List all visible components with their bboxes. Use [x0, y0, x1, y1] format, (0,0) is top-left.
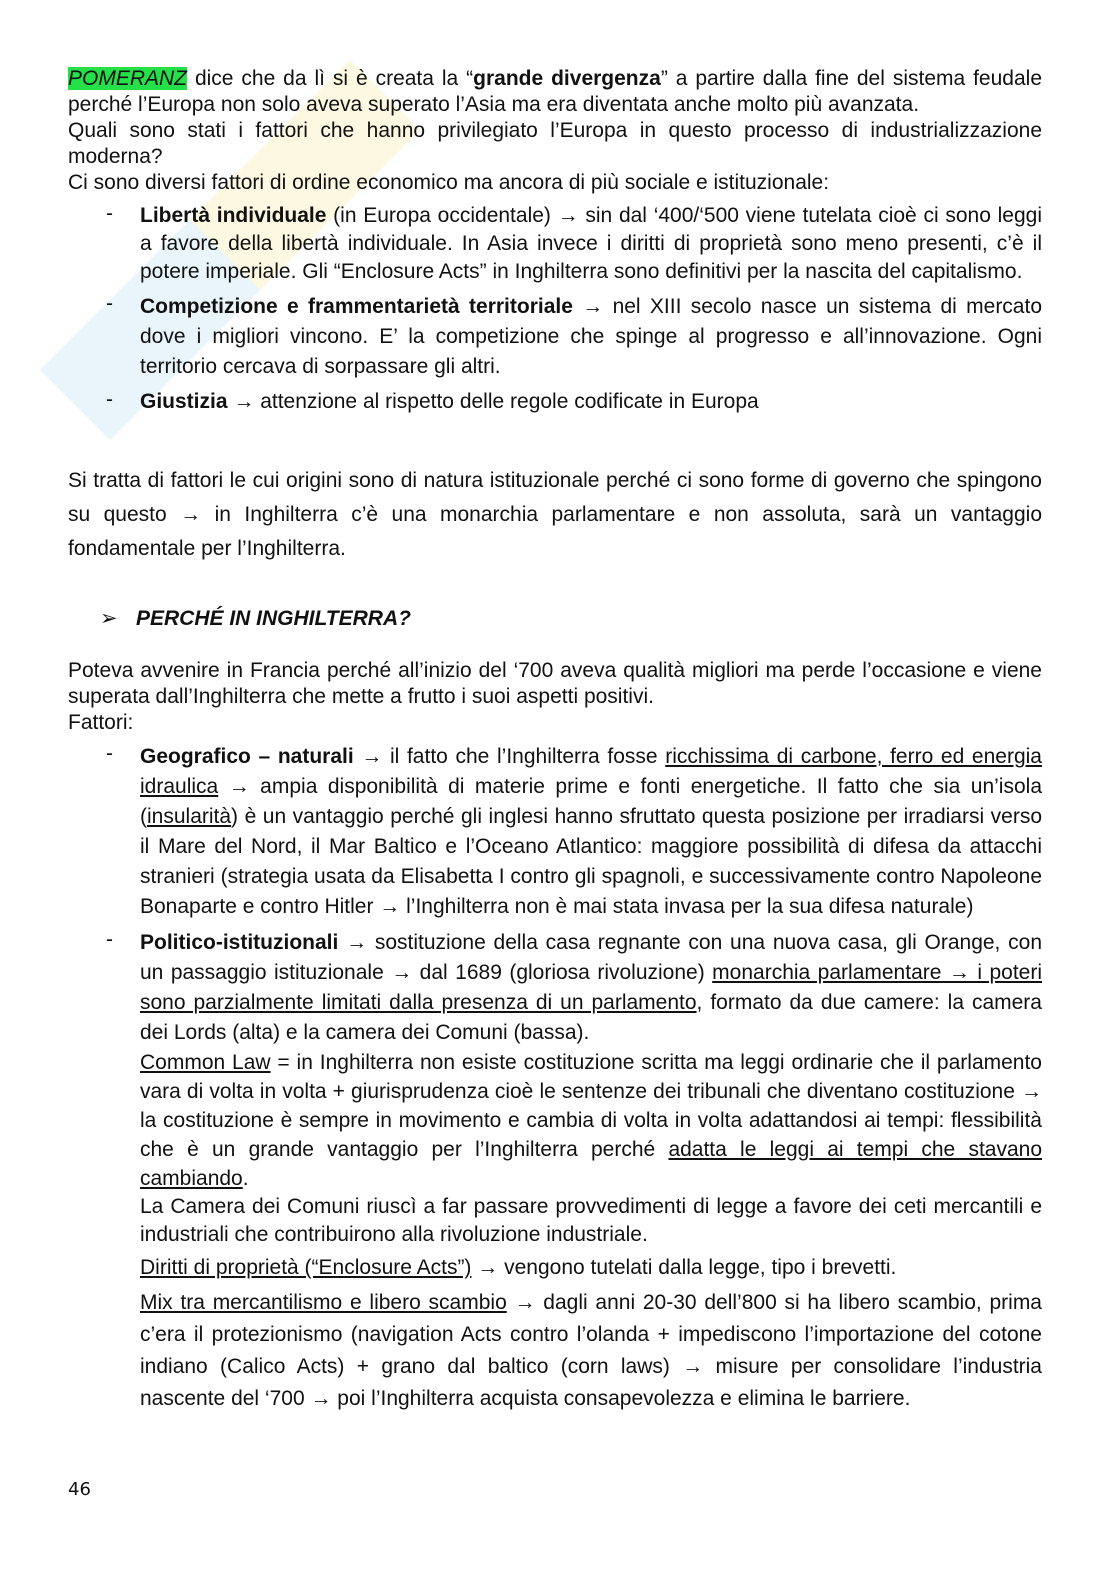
intro-block	[68, 66, 1042, 196]
page-number: 46	[68, 1479, 91, 1500]
conclusion-block	[68, 464, 1042, 566]
list-item: - Politico-istituzionali → sostituzione della casa regnante con una nuova casa, gli Orange, con un passaggio istituzionale → dal 1689 (gloriosa rivoluzione) monarchia parlamentare → i poteri sono parzialmente limitati dalla presenza di un parlamento, formato da due camere: la camera dei Lords (alta) e la camera dei Comuni (bassa). Common Law = in Inghilterra non esiste costituzione scritta ma leggi ordinarie che il parlamento vara di volta in volta + giurisprudenza cioè le sentenze dei tribunali che diventano costituzione → la costituzione è sempre in movimento e cambia di volta in volta adattandosi ai tempi: flessibilità che è un grande vantaggio per l’Inghilterra perché adatta le leggi ai tempi che stavano cambiando. La Camera dei Comuni riuscì a far passare provvedimenti di legge a favore dei ceti mercantili e industriali che contribuirono alla rivoluzione industriale. Diritti di proprietà (“Enclosure Acts”) → vengono tutelati dalla legge, tipo i brevetti. Mix tra mercantilismo e libero scambio → dagli anni 20-30 dell’800 si ha libero scambio, prima c’era il protezionismo (navigation Acts contro l’olanda + impediscono l’importazione del cotone indiano (Calico Acts) + grano dal baltico (corn laws) → misure per consolidare l’industria nascente del ‘700 → poi l’Inghilterra acquista consapevolezza e elimina le barriere.	[68, 928, 1042, 1415]
intro-paragraph-3: Ci sono diversi fattori di ordine economico ma ancora di più sociale e istituzionale:	[68, 171, 830, 194]
factors-label: Fattori:	[68, 711, 134, 734]
factors-list-europe	[68, 202, 1042, 416]
section-intro	[68, 658, 1042, 736]
section-heading: ➢ PERCHÉ IN INGHILTERRA?	[100, 607, 411, 630]
list-item: - Giustizia → attenzione al rispetto delle regole codificate in Europa	[68, 388, 1042, 416]
highlighted-name: POMERANZ	[68, 67, 188, 90]
conclusion-paragraph: Si tratta di fattori le cui origini sono di natura istituzionale perché ci sono forme di governo che spingono su questo → in Inghilterra c’è una monarchia parlamentare e non assoluta, sarà un vantaggio fondamentale per l’Inghilterra.	[68, 469, 1042, 560]
arrow-bullet-icon: ➢	[100, 607, 118, 630]
factors-list-england	[68, 742, 1042, 1415]
list-item: - Competizione e frammentarietà territoriale → nel XIII secolo nasce un sistema di mercato dove i migliori vincono. E’ la competizione che spinge al progresso e all’innovazione. Ogni territorio cercava di sorpassare gli altri.	[68, 292, 1042, 382]
intro-paragraph-2: Quali sono stati i fattori che hanno privilegiato l’Europa in questo processo di industrializzazione moderna?	[68, 119, 1042, 168]
list-item: - Geografico – naturali → il fatto che l’Inghilterra fosse ricchissima di carbone, ferro ed energia idraulica → ampia disponibilità di materie prime e fonti energetiche. Il fatto che sia un’isola (insularità) è un vantaggio perché gli inglesi hanno sfruttato questa posizione per irradiarsi verso il Mare del Nord, il Mar Baltico e l’Oceano Atlantico: maggiore possibilità di difesa da attacchi stranieri (strategia usata da Elisabetta I contro gli spagnoli, e successivamente contro Napoleone Bonaparte e contro Hitler → l’Inghilterra non è mai stata invasa per la sua difesa naturale)	[68, 742, 1042, 922]
section-intro-paragraph: Poteva avvenire in Francia perché all’inizio del ‘700 aveva qualità migliori ma perde l’occasione e viene superata dall’Inghilterra che mette a frutto i suoi aspetti positivi.	[68, 659, 1042, 708]
intro-paragraph-1: POMERANZ dice che da lì si è creata la “grande divergenza” a partire dalla fine del sistema feudale perché l’Europa non solo aveva superato l’Asia ma era diventata anche molto più avanzata.	[68, 67, 1042, 116]
list-item: - Libertà individuale (in Europa occidentale) → sin dal ‘400/‘500 viene tutelata cioè ci sono leggi a favore della libertà individuale. In Asia invece i diritti di proprietà sono meno presenti, c’è il potere imperiale. Gli “Enclosure Acts” in Inghilterra sono definitivi per la nascita del capitalismo.	[68, 202, 1042, 286]
